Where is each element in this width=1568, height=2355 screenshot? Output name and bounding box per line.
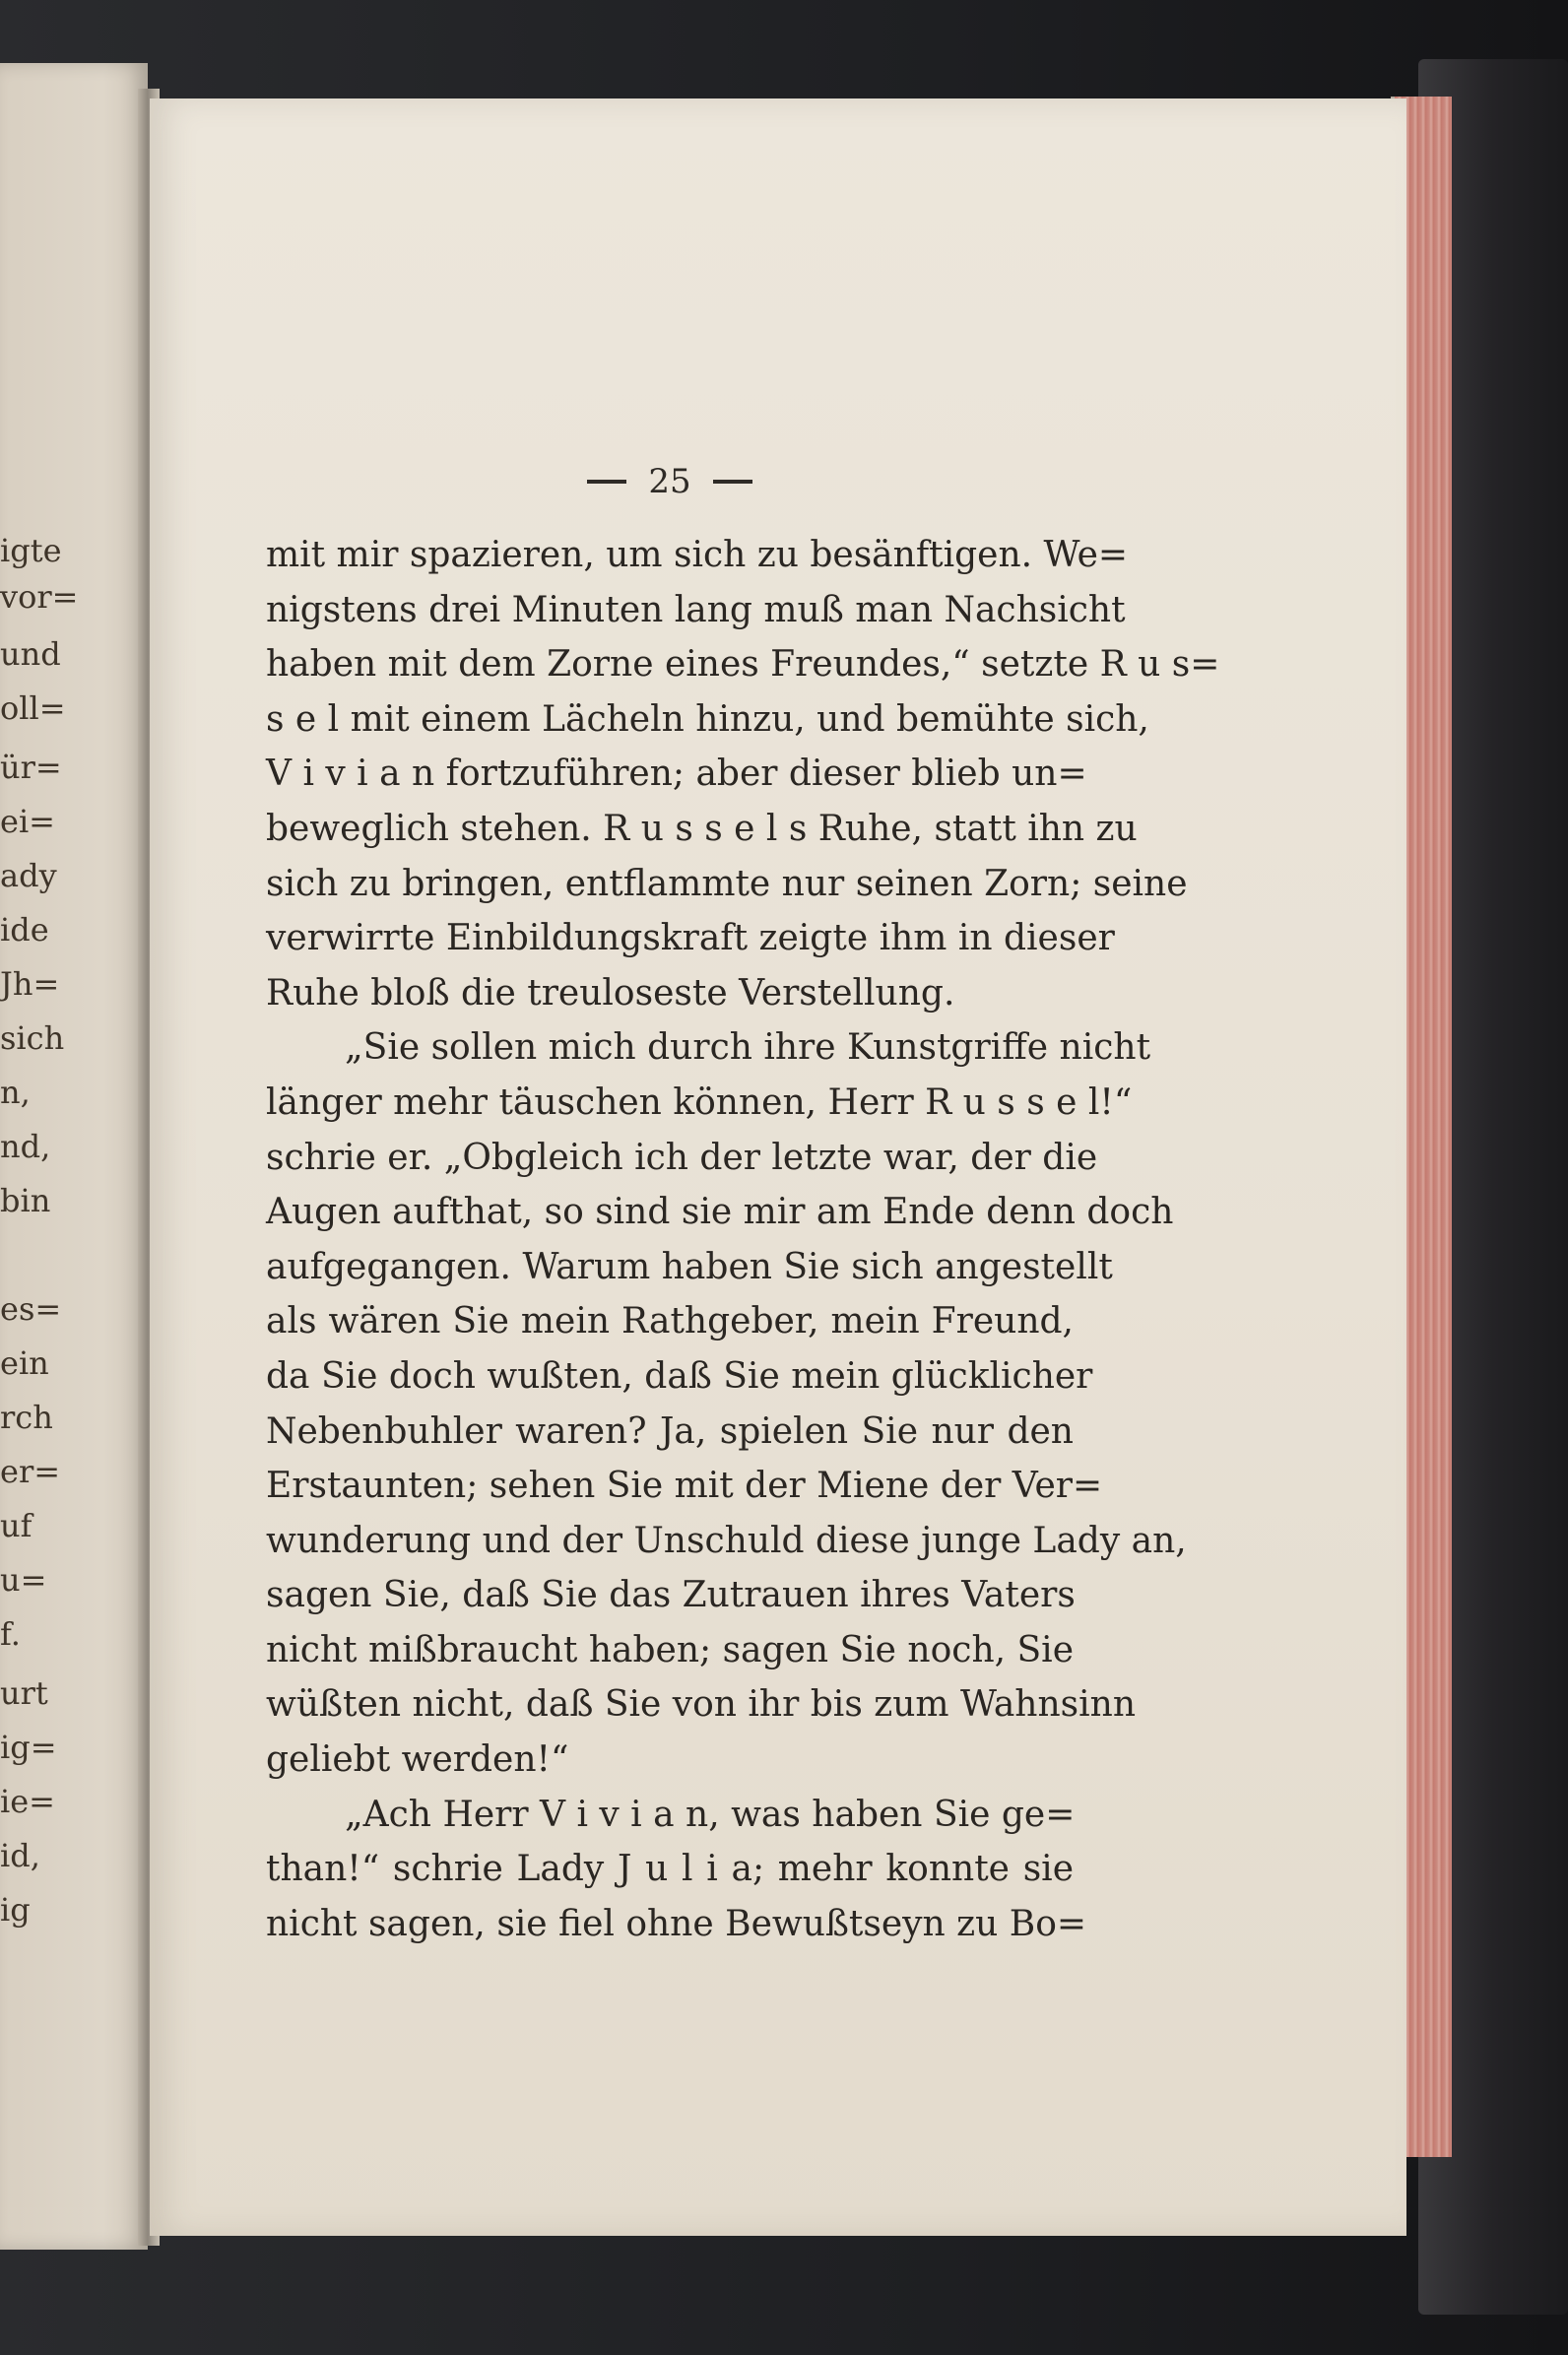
text-line: nigstens drei Minuten lang muß man Nachsicht [266,589,1126,630]
text-line: sich zu bringen, entflammte nur seinen Zorn; seine [266,863,1188,904]
text-line: beweglich stehen. R u s s e l s Ruhe, statt ihn zu [266,808,1138,849]
text-line: s e l mit einem Lächeln hinzu, und bemühte sich, [266,698,1149,740]
left-page-fragment: bin [0,1182,51,1219]
text-line: wüßten nicht, daß Sie von ihr bis zum Wahnsinn [266,1684,1137,1726]
left-page-fragment: ür= [0,749,62,786]
text-line: mit mir spazieren, um sich zu besänftigen. We= [266,535,1129,575]
text-line: als wären Sie mein Rathgeber, mein Freund, [266,1301,1074,1342]
left-page-fragment: Jh= [0,965,60,1003]
text-line: V i v i a n fortzuführen; aber dieser blieb un= [266,753,1087,795]
text-line: haben mit dem Zorne eines Freundes,“ setzte R u s= [266,644,1220,686]
left-page-fragment: n, [0,1074,31,1111]
text-line: „Sie sollen mich durch ihre Kunstgriffe nicht [345,1027,1151,1069]
text-line: Augen aufthat, so sind sie mir am Ende denn doch [266,1192,1174,1233]
text-line: Erstaunten; sehen Sie mit der Miene der Ver= [266,1466,1103,1507]
text-line: da Sie doch wußten, daß Sie mein glücklicher [266,1355,1093,1397]
left-page-fragment: urt [0,1674,48,1712]
left-page-fragment: ig [0,1891,31,1929]
text-line: geliebt werden!“ [266,1739,569,1781]
text-line: länger mehr täuschen können, Herr R u s s e l!“ [266,1081,1133,1123]
text-line: schrie er. „Obgleich ich der letzte war, der die [266,1137,1098,1178]
left-page-fragment: nd, [0,1128,51,1165]
text-line: Nebenbuhler waren? Ja, spielen Sie nur den [266,1410,1074,1452]
left-page-fragment: id, [0,1837,40,1874]
left-page-fragment: ie= [0,1783,55,1820]
left-page-fragment: rch [0,1399,53,1436]
page-number-dash-right [713,480,752,484]
text-line: verwirrte Einbildungskraft zeigte ihm in dieser [266,918,1115,959]
left-page-fragment: u= [0,1561,47,1599]
left-page-fragment: er= [0,1453,61,1490]
left-page-fragment: ig= [0,1729,57,1766]
page-number [552,457,788,506]
page-number-value: 25 [648,462,691,501]
text-line: wunderung und der Unschuld diese junge Lady an, [266,1520,1187,1561]
page-number-dash-left [587,480,626,484]
text-line: aufgegangen. Warum haben Sie sich angestellt [266,1246,1113,1287]
left-page-fragment: f. [0,1615,21,1653]
left-page-fragment: es= [0,1290,62,1328]
left-page-fragment: sich [0,1019,65,1057]
text-line: sagen Sie, daß Sie das Zutrauen ihres Vaters [266,1575,1076,1616]
left-page-fragment: oll= [0,689,66,727]
text-line: „Ach Herr V i v i a n, was haben Sie ge= [345,1794,1076,1835]
body-text [266,528,1220,1951]
left-page-fragment: ady [0,857,57,894]
text-line: than!“ schrie Lady J u l i a; mehr konnte sie [266,1849,1074,1890]
text-line: nicht mißbraucht haben; sagen Sie noch, Sie [266,1629,1074,1670]
left-page-fragment: und [0,635,61,673]
text-line: nicht sagen, sie fiel ohne Bewußtseyn zu Bo= [266,1903,1087,1944]
left-page-fragment: uf [0,1507,33,1544]
left-page-fragment: ide [0,911,49,949]
text-line: Ruhe bloß die treuloseste Verstellung. [266,972,955,1014]
left-page-fragment: ei= [0,803,55,840]
left-page-fragment: ein [0,1344,49,1382]
left-page-fragment: vor= [0,578,79,616]
left-page-fragment: igte [0,532,62,569]
left-facing-page [0,63,148,2250]
